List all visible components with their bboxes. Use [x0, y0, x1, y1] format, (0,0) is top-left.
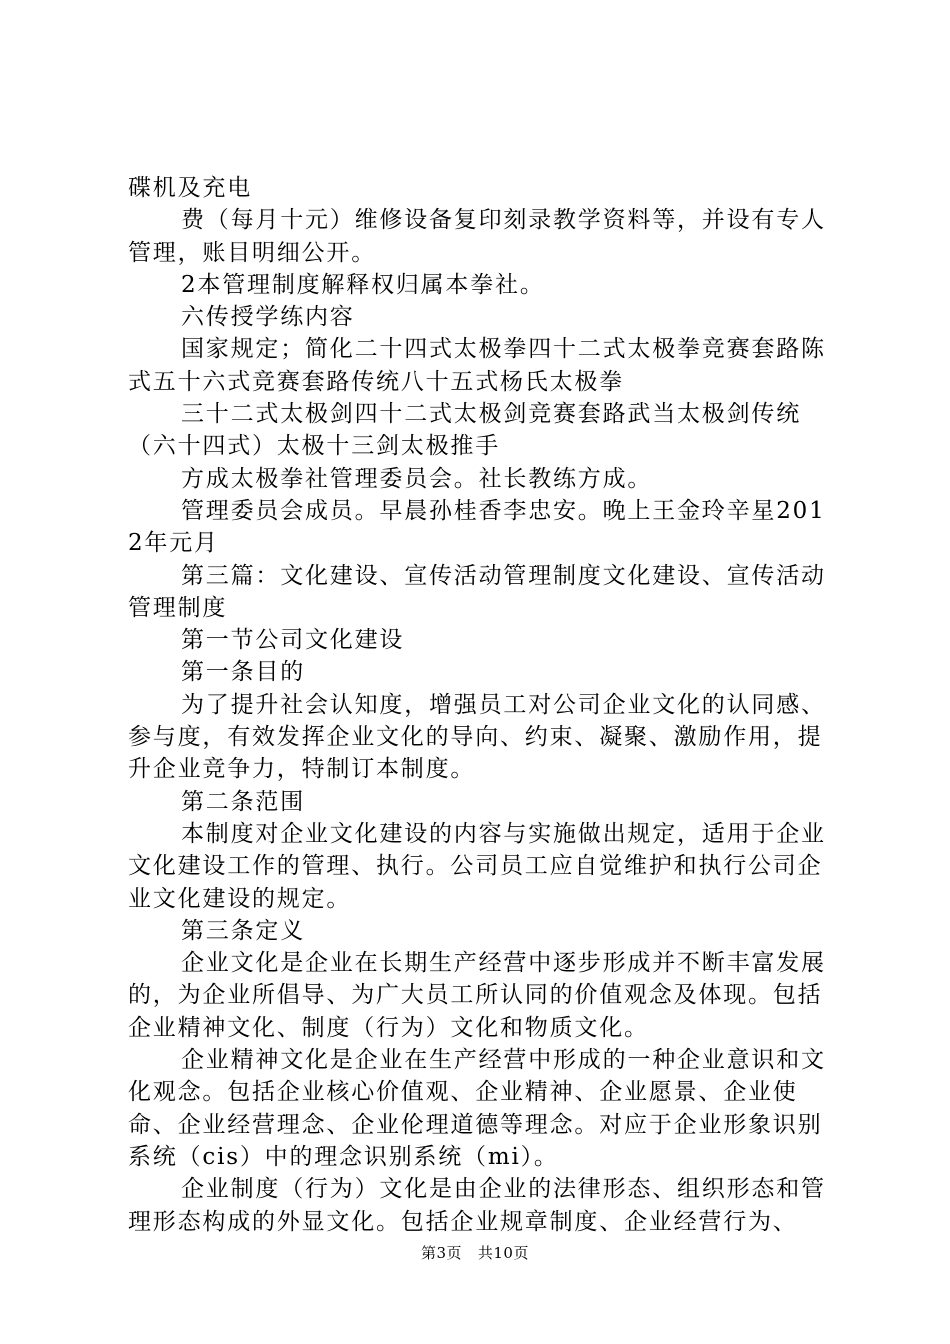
paragraph: 管理委员会成员。早晨孙桂香李忠安。晚上王金玲辛星2012年元月: [128, 497, 826, 557]
paragraph: 企业制度（行为）文化是由企业的法律形态、组织形态和管理形态构成的外显文化。包括企业规章制度、企业经营行为、: [128, 1176, 826, 1235]
paragraph: 本制度对企业文化建设的内容与实施做出规定，适用于企业文化建设工作的管理、执行。公司员工应自觉维护和执行公司企业文化建设的规定。: [128, 820, 826, 912]
paragraph: 三十二式太极剑四十二式太极剑竞赛套路武当太极剑传统（六十四式）太极十三剑太极推手: [128, 401, 801, 460]
paragraph: 2本管理制度解释权归属本拳社。: [181, 271, 545, 298]
paragraph: 企业文化是企业在长期生产经营中逐步形成并不断丰富发展的，为企业所倡导、为广大员工所认同的价值观念及体现。包括企业精神文化、制度（行为）文化和物质文化。: [128, 950, 826, 1041]
paragraph: 费（每月十元）维修设备复印刻录教学资料等，并设有专人管理，账目明细公开。: [128, 207, 826, 266]
page-total: 共10页: [477, 1244, 529, 1262]
paragraph: 国家规定；简化二十四式太极拳四十二式太极拳竞赛套路陈式五十六式竞赛套路传统八十五式杨氏太极拳: [128, 336, 826, 395]
article-heading: 第一条目的: [181, 659, 305, 686]
article-heading: 第二条范围: [181, 788, 305, 815]
paragraph: 为了提升社会认知度，增强员工对公司企业文化的认同感、参与度，有效发挥企业文化的导向、约束、凝聚、激励作用，提升企业竞争力，特制订本制度。: [128, 691, 826, 783]
paragraph: 碟机及充电: [128, 175, 252, 201]
page-footer: [0, 1242, 950, 1263]
paragraph: 方成太极拳社管理委员会。社长教练方成。: [181, 465, 653, 492]
chapter-heading: 第三篇：文化建设、宣传活动管理制度文化建设、宣传活动管理制度: [128, 562, 826, 621]
paragraph: 企业精神文化是企业在生产经营中形成的一种企业意识和文化观念。包括企业核心价值观、企业精神、企业愿景、企业使命、企业经营理念、企业伦理道德等理念。对应于企业形象识别系统（cis）中的理念识别系统（mi）。: [128, 1047, 826, 1170]
article-heading: 第三条定义: [181, 917, 305, 944]
section-heading: 第一节公司文化建设: [181, 627, 405, 654]
document-body: [128, 172, 838, 1238]
page-number: 第3页: [421, 1244, 463, 1262]
section-heading: 六传授学练内容: [181, 304, 355, 331]
